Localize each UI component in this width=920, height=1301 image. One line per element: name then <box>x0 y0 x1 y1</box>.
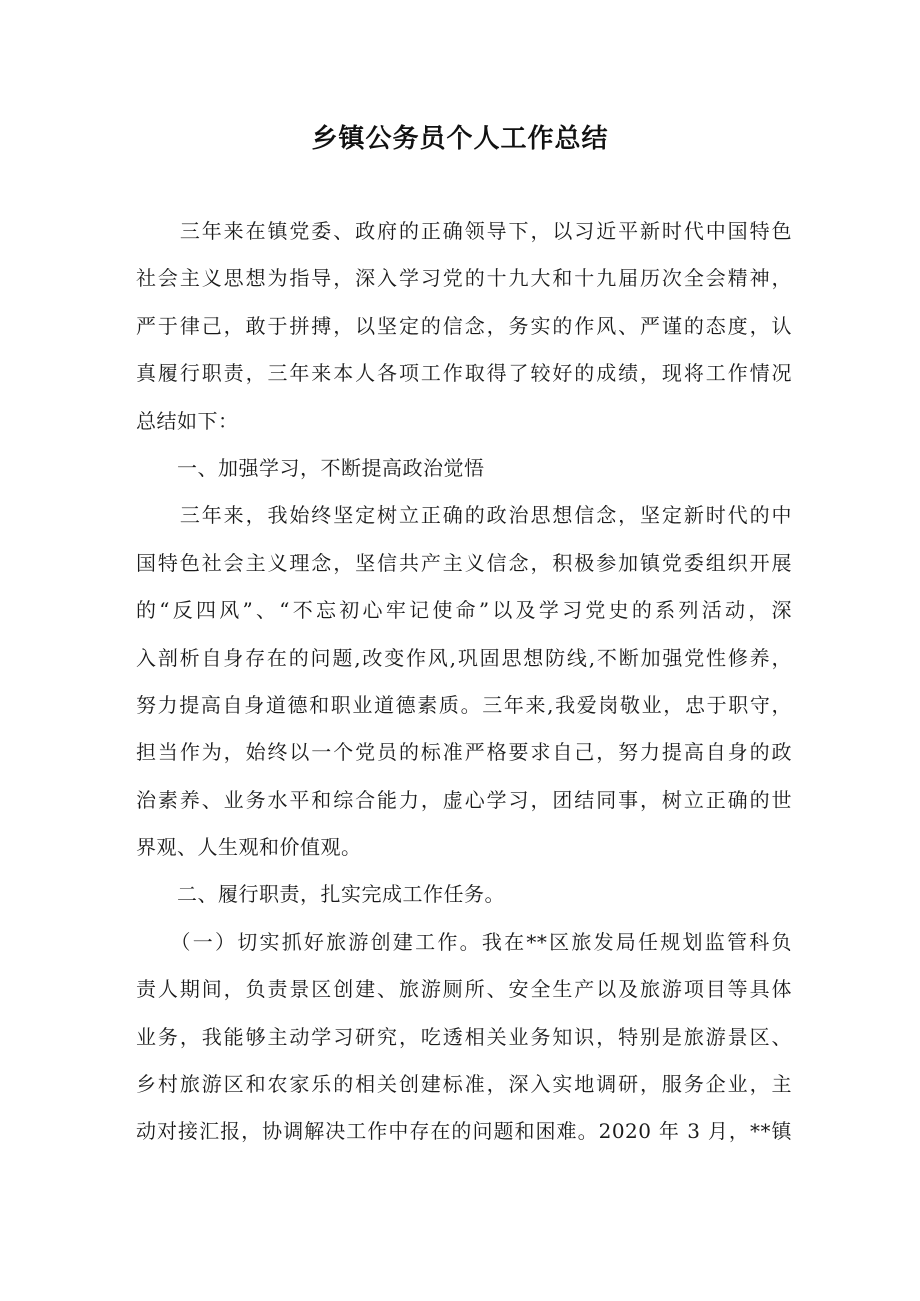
text-line: 严于律己，敢于拼搏，以坚定的信念，务实的作风、严谨的态度，认 <box>136 313 792 338</box>
text-line: 社会主义思想为指导，深入学习党的十九大和十九届历次全会精神， <box>136 266 792 291</box>
document-title: 乡镇公务员个人工作总结 <box>311 124 609 154</box>
text-line: 治素养、业务水平和综合能力，虚心学习，团结同事，树立正确的世 <box>136 787 792 812</box>
text-line: 三年来在镇党委、政府的正确领导下，以习近平新时代中国特色 <box>136 219 792 243</box>
text-line: 界观、人生观和价值观。 <box>136 835 362 860</box>
text-line: （一）切实抓好旅游创建工作。我在**区旅发局任规划监管科负 <box>136 929 792 954</box>
text-line: 乡村旅游区和农家乐的相关创建标准，深入实地调研，服务企业，主 <box>136 1072 792 1097</box>
text-line: 担当作为，始终以一个党员的标准严格要求自己，努力提高自身的政 <box>136 740 792 765</box>
text-line: 真履行职责，三年来本人各项工作取得了较好的成绩，现将工作情况 <box>136 361 792 386</box>
text-line: 国特色社会主义理念，坚信共产主义信念，积极参加镇党委组织开展 <box>136 550 792 575</box>
text-line: 责人期间，负责景区创建、旅游厕所、安全生产以及旅游项目等具体 <box>136 977 792 1002</box>
text-line: 的“反四风”、“不忘初心牢记使命”以及学习党史的系列活动，深 <box>136 598 792 623</box>
text-line: 二、履行职责，扎实完成工作任务。 <box>136 882 505 907</box>
text-line: 一、加强学习，不断提高政治觉悟 <box>136 455 485 480</box>
document-body <box>136 208 792 1156</box>
text-line: 入剖析自身存在的问题,改变作风,巩固思想防线,不断加强党性修养， <box>136 645 792 670</box>
text-line: 动对接汇报，协调解决工作中存在的问题和困难。2020 年 3 月，**镇 <box>136 1119 792 1144</box>
text-line: 总结如下： <box>136 408 239 433</box>
text-line: 努力提高自身道德和职业道德素质。三年来,我爱岗敬业，忠于职守， <box>136 692 792 717</box>
text-line: 业务，我能够主动学习研究，吃透相关业务知识，特别是旅游景区、 <box>136 1024 792 1049</box>
text-line: 三年来，我始终坚定树立正确的政治思想信念，坚定新时代的中 <box>136 503 792 528</box>
